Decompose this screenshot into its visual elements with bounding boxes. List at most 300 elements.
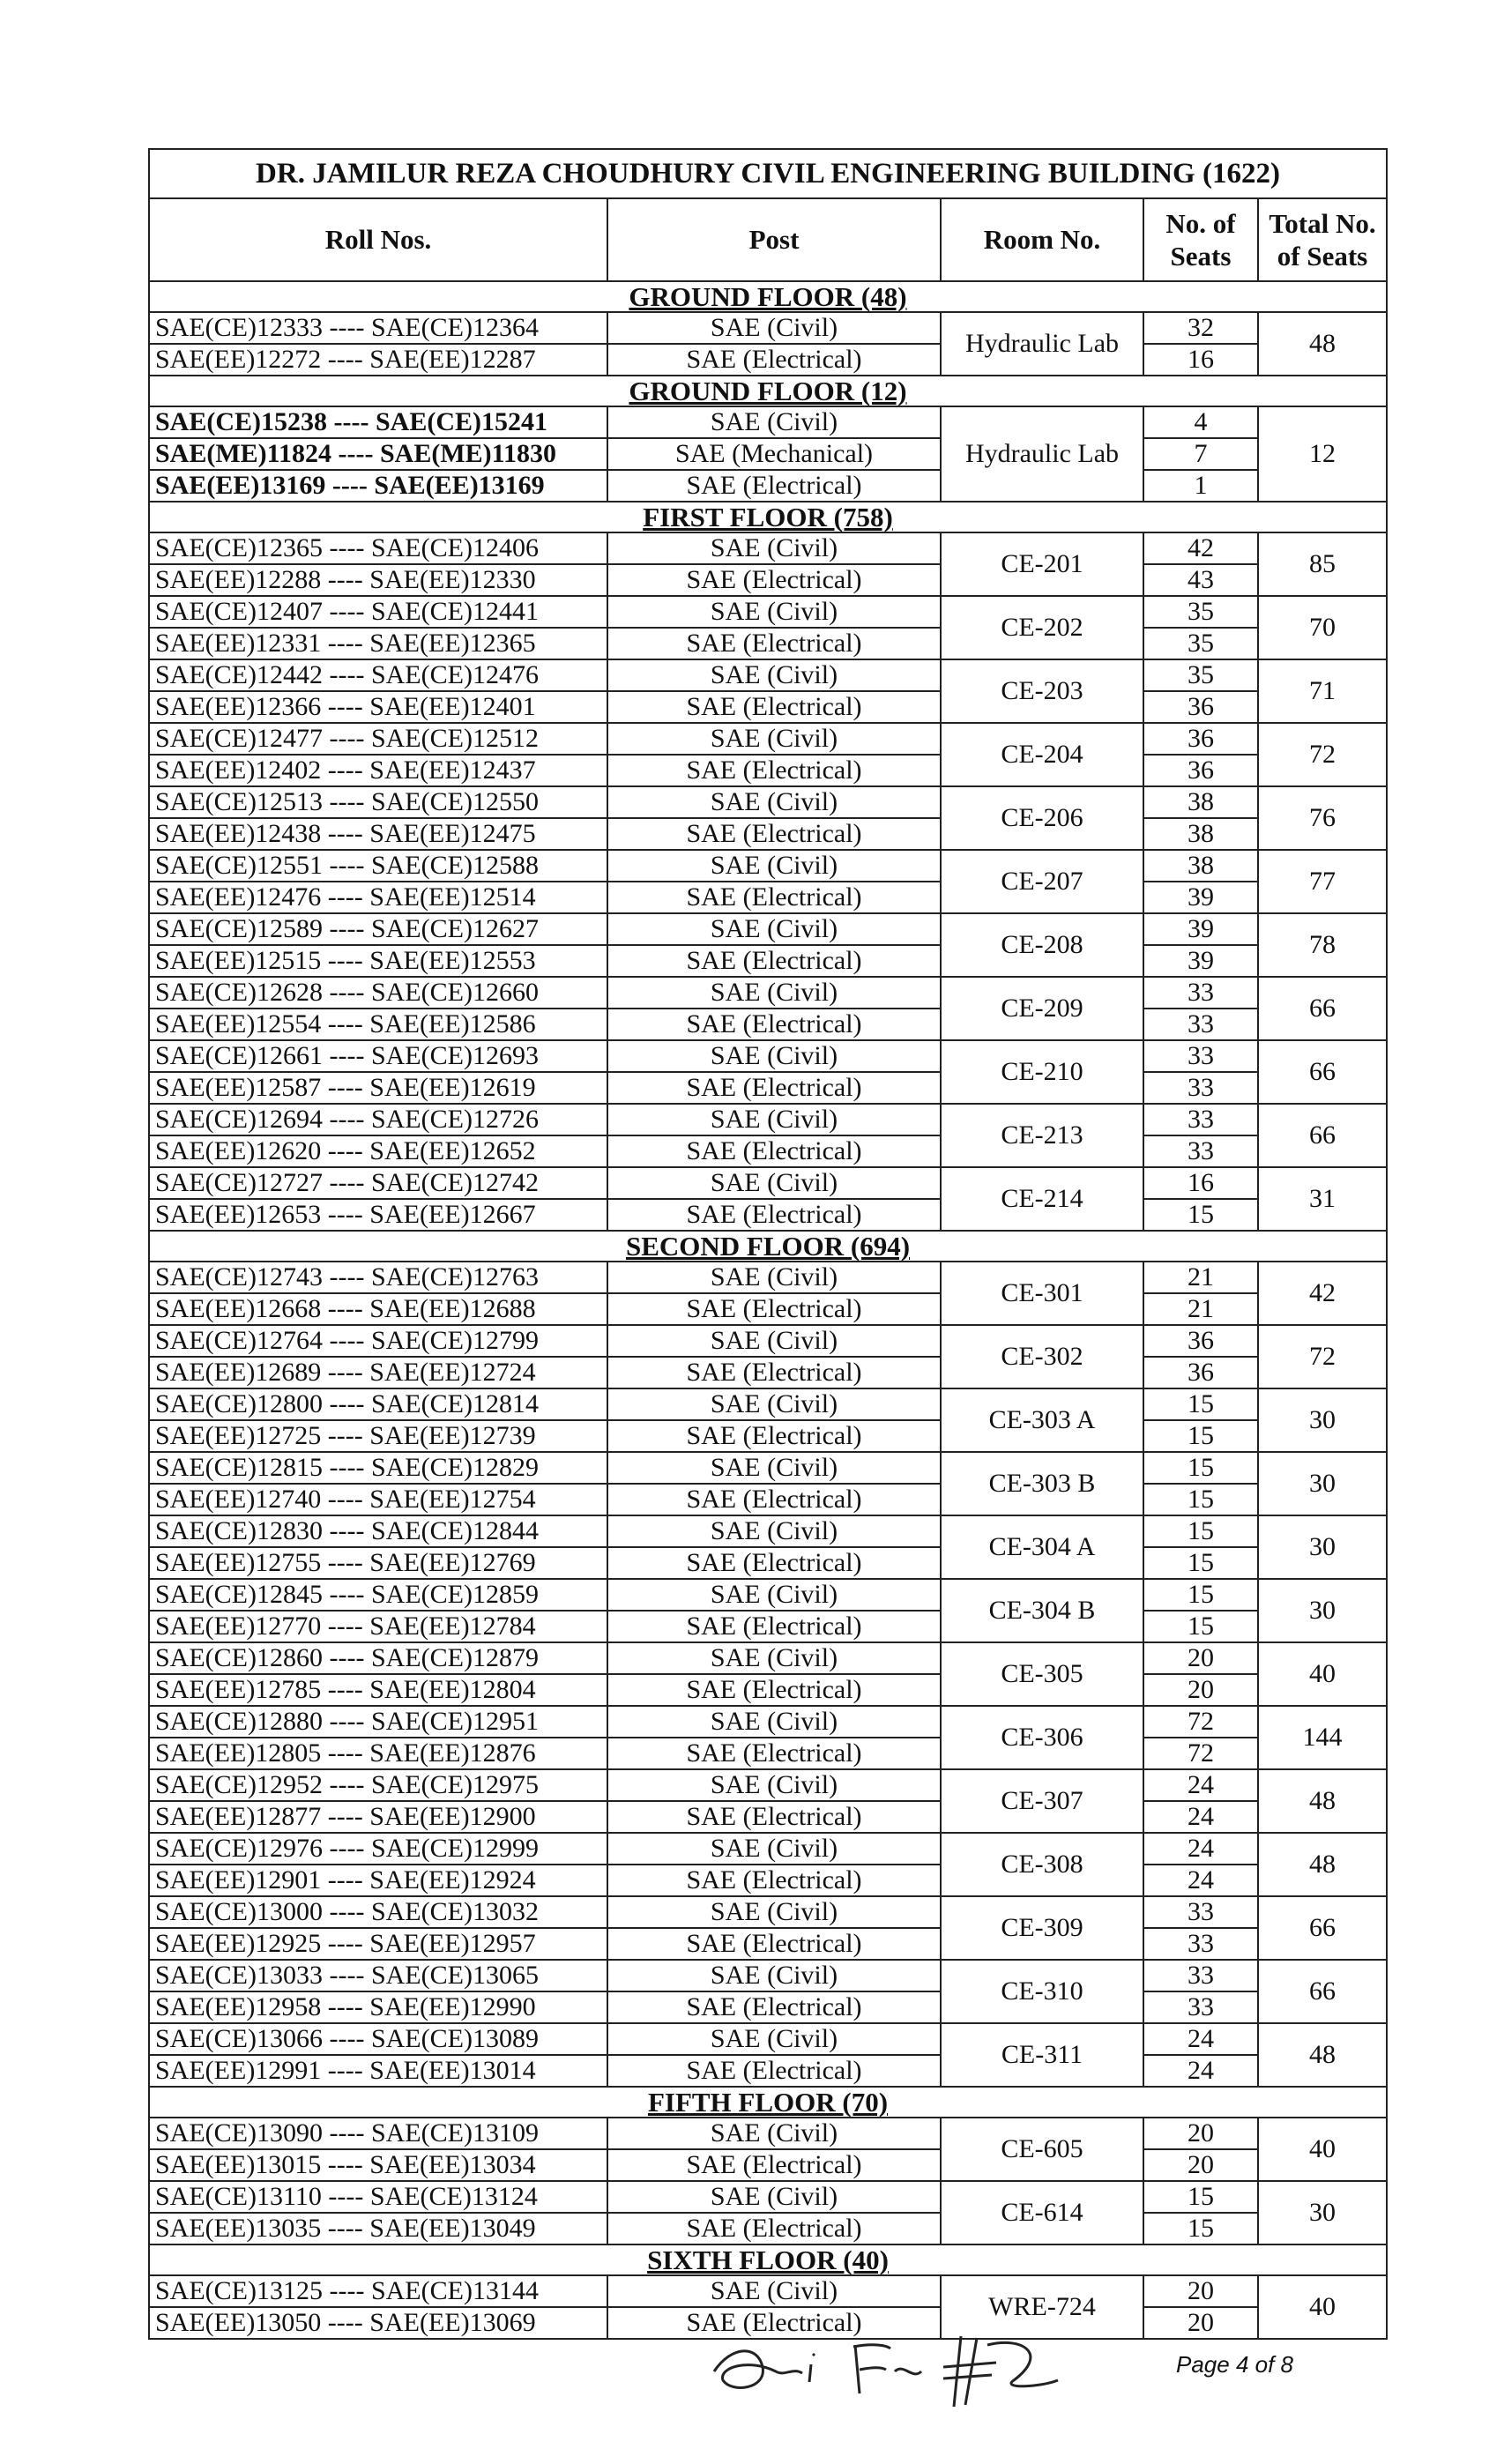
roll-range-cell: SAE(CE)13090 ---- SAE(CE)13109 <box>149 2118 607 2149</box>
table-row <box>149 1009 1387 1040</box>
seat-count-cell: 33 <box>1143 1991 1258 2023</box>
seat-plan-table <box>148 148 1388 2340</box>
roll-range-cell: SAE(CE)12880 ---- SAE(CE)12951 <box>149 1706 607 1738</box>
seat-count-cell: 33 <box>1143 1135 1258 1167</box>
post-cell: SAE (Electrical) <box>607 564 941 596</box>
total-seats-cell: 30 <box>1258 1515 1387 1579</box>
floor-label: SIXTH FLOOR (40) <box>149 2244 1387 2275</box>
seat-count-cell: 16 <box>1143 1167 1258 1199</box>
roll-range-cell: SAE(EE)12438 ---- SAE(EE)12475 <box>149 818 607 850</box>
post-cell: SAE (Civil) <box>607 1960 941 1991</box>
total-seats-cell: 42 <box>1258 1262 1387 1325</box>
seat-count-cell: 33 <box>1143 1104 1258 1135</box>
post-cell: SAE (Electrical) <box>607 470 941 502</box>
table-row <box>149 1040 1387 1072</box>
seat-count-cell: 33 <box>1143 1072 1258 1104</box>
post-cell: SAE (Electrical) <box>607 1991 941 2023</box>
table-row <box>149 2118 1387 2149</box>
seat-count-cell: 39 <box>1143 882 1258 913</box>
floor-section-row <box>149 502 1387 532</box>
room-cell: CE-308 <box>941 1833 1143 1896</box>
table-row <box>149 723 1387 755</box>
total-seats-cell: 71 <box>1258 659 1387 723</box>
seat-count-cell: 21 <box>1143 1262 1258 1293</box>
post-cell: SAE (Civil) <box>607 1167 941 1199</box>
total-seats-cell: 66 <box>1258 1104 1387 1167</box>
table-row <box>149 1991 1387 2023</box>
roll-range-cell: SAE(CE)13033 ---- SAE(CE)13065 <box>149 1960 607 1991</box>
seat-count-cell: 21 <box>1143 1293 1258 1325</box>
total-seats-cell: 40 <box>1258 2118 1387 2181</box>
roll-range-cell: SAE(EE)13169 ---- SAE(EE)13169 <box>149 470 607 502</box>
header-post: Post <box>607 198 941 281</box>
roll-range-cell: SAE(EE)12689 ---- SAE(EE)12724 <box>149 1357 607 1388</box>
seat-count-cell: 7 <box>1143 438 1258 470</box>
seat-count-cell: 20 <box>1143 2149 1258 2181</box>
post-cell: SAE (Civil) <box>607 659 941 691</box>
table-row <box>149 1515 1387 1547</box>
roll-range-cell: SAE(CE)12976 ---- SAE(CE)12999 <box>149 1833 607 1865</box>
floor-label: SECOND FLOOR (694) <box>149 1231 1387 1262</box>
table-row <box>149 1547 1387 1579</box>
room-cell: CE-304 B <box>941 1579 1143 1642</box>
post-cell: SAE (Civil) <box>607 1706 941 1738</box>
post-cell: SAE (Civil) <box>607 1642 941 1674</box>
room-cell: CE-310 <box>941 1960 1143 2023</box>
total-seats-cell: 12 <box>1258 406 1387 502</box>
seat-count-cell: 72 <box>1143 1738 1258 1769</box>
post-cell: SAE (Civil) <box>607 1579 941 1611</box>
post-cell: SAE (Civil) <box>607 977 941 1009</box>
roll-range-cell: SAE(CE)12764 ---- SAE(CE)12799 <box>149 1325 607 1357</box>
table-row <box>149 1865 1387 1896</box>
table-row <box>149 850 1387 882</box>
seat-count-cell: 24 <box>1143 1865 1258 1896</box>
seat-count-cell: 16 <box>1143 344 1258 376</box>
roll-range-cell: SAE(EE)13035 ---- SAE(EE)13049 <box>149 2213 607 2244</box>
table-row <box>149 470 1387 502</box>
seat-count-cell: 15 <box>1143 2181 1258 2213</box>
table-row <box>149 2275 1387 2307</box>
table-body <box>149 281 1387 2339</box>
table-row <box>149 913 1387 945</box>
seat-count-cell: 24 <box>1143 2023 1258 2055</box>
total-seats-cell: 48 <box>1258 1833 1387 1896</box>
roll-range-cell: SAE(CE)12952 ---- SAE(CE)12975 <box>149 1769 607 1801</box>
roll-range-cell: SAE(EE)12331 ---- SAE(EE)12365 <box>149 628 607 659</box>
table-row <box>149 786 1387 818</box>
table-row <box>149 882 1387 913</box>
roll-range-cell: SAE(CE)12845 ---- SAE(CE)12859 <box>149 1579 607 1611</box>
seat-count-cell: 38 <box>1143 850 1258 882</box>
post-cell: SAE (Electrical) <box>607 1484 941 1515</box>
table-row <box>149 2055 1387 2087</box>
table-row <box>149 1579 1387 1611</box>
post-cell: SAE (Civil) <box>607 2181 941 2213</box>
roll-range-cell: SAE(EE)12991 ---- SAE(EE)13014 <box>149 2055 607 2087</box>
post-cell: SAE (Electrical) <box>607 818 941 850</box>
header-roll-nos: Roll Nos. <box>149 198 607 281</box>
seat-count-cell: 39 <box>1143 913 1258 945</box>
seat-count-cell: 24 <box>1143 2055 1258 2087</box>
post-cell: SAE (Electrical) <box>607 344 941 376</box>
room-cell: CE-204 <box>941 723 1143 786</box>
post-cell: SAE (Mechanical) <box>607 438 941 470</box>
room-cell: CE-614 <box>941 2181 1143 2244</box>
table-row <box>149 564 1387 596</box>
table-row <box>149 1928 1387 1960</box>
floor-label: FIFTH FLOOR (70) <box>149 2087 1387 2118</box>
roll-range-cell: SAE(CE)12477 ---- SAE(CE)12512 <box>149 723 607 755</box>
floor-label: FIRST FLOOR (758) <box>149 502 1387 532</box>
table-row <box>149 1801 1387 1833</box>
post-cell: SAE (Electrical) <box>607 1865 941 1896</box>
floor-section-row <box>149 1231 1387 1262</box>
seat-count-cell: 33 <box>1143 1928 1258 1960</box>
room-cell: CE-301 <box>941 1262 1143 1325</box>
room-cell: CE-209 <box>941 977 1143 1040</box>
roll-range-cell: SAE(CE)12815 ---- SAE(CE)12829 <box>149 1452 607 1484</box>
roll-range-cell: SAE(EE)12925 ---- SAE(EE)12957 <box>149 1928 607 1960</box>
total-seats-cell: 72 <box>1258 723 1387 786</box>
seat-count-cell: 15 <box>1143 1579 1258 1611</box>
post-cell: SAE (Electrical) <box>607 1738 941 1769</box>
table-row <box>149 2023 1387 2055</box>
total-seats-cell: 40 <box>1258 2275 1387 2339</box>
post-cell: SAE (Civil) <box>607 1515 941 1547</box>
handwritten-signatures <box>696 2319 1137 2416</box>
seat-count-cell: 38 <box>1143 786 1258 818</box>
post-cell: SAE (Electrical) <box>607 2149 941 2181</box>
room-cell: CE-307 <box>941 1769 1143 1833</box>
post-cell: SAE (Electrical) <box>607 691 941 723</box>
post-cell: SAE (Electrical) <box>607 1009 941 1040</box>
roll-range-cell: SAE(EE)12272 ---- SAE(EE)12287 <box>149 344 607 376</box>
header-no-of-seats: No. of Seats <box>1143 198 1258 281</box>
post-cell: SAE (Civil) <box>607 1769 941 1801</box>
table-row <box>149 2181 1387 2213</box>
seat-count-cell: 35 <box>1143 659 1258 691</box>
seat-count-cell: 36 <box>1143 1357 1258 1388</box>
roll-range-cell: SAE(EE)12770 ---- SAE(EE)12784 <box>149 1611 607 1642</box>
roll-range-cell: SAE(CE)12727 ---- SAE(CE)12742 <box>149 1167 607 1199</box>
table-row <box>149 1420 1387 1452</box>
roll-range-cell: SAE(CE)12830 ---- SAE(CE)12844 <box>149 1515 607 1547</box>
roll-range-cell: SAE(EE)12785 ---- SAE(EE)12804 <box>149 1674 607 1706</box>
roll-range-cell: SAE(EE)12288 ---- SAE(EE)12330 <box>149 564 607 596</box>
post-cell: SAE (Civil) <box>607 2023 941 2055</box>
total-seats-cell: 31 <box>1258 1167 1387 1231</box>
roll-range-cell: SAE(EE)12366 ---- SAE(EE)12401 <box>149 691 607 723</box>
seat-count-cell: 15 <box>1143 1484 1258 1515</box>
seat-count-cell: 24 <box>1143 1801 1258 1833</box>
table-row <box>149 1833 1387 1865</box>
roll-range-cell: SAE(CE)12743 ---- SAE(CE)12763 <box>149 1262 607 1293</box>
building-title: DR. JAMILUR REZA CHOUDHURY CIVIL ENGINEERING BUILDING (1622) <box>149 149 1387 198</box>
roll-range-cell: SAE(EE)12805 ---- SAE(EE)12876 <box>149 1738 607 1769</box>
header-room-no: Room No. <box>941 198 1143 281</box>
floor-label: GROUND FLOOR (48) <box>149 281 1387 312</box>
roll-range-cell: SAE(EE)12402 ---- SAE(EE)12437 <box>149 755 607 786</box>
table-row <box>149 2149 1387 2181</box>
table-row <box>149 977 1387 1009</box>
room-cell: WRE-724 <box>941 2275 1143 2339</box>
seat-plan-sheet <box>148 148 1386 2340</box>
roll-range-cell: SAE(CE)13125 ---- SAE(CE)13144 <box>149 2275 607 2307</box>
total-seats-cell: 66 <box>1258 1040 1387 1104</box>
table-row <box>149 818 1387 850</box>
seat-count-cell: 24 <box>1143 1769 1258 1801</box>
room-cell: CE-303 B <box>941 1452 1143 1515</box>
roll-range-cell: SAE(EE)12877 ---- SAE(EE)12900 <box>149 1801 607 1833</box>
post-cell: SAE (Electrical) <box>607 2307 941 2339</box>
seat-count-cell: 1 <box>1143 470 1258 502</box>
total-seats-cell: 66 <box>1258 1896 1387 1960</box>
seat-count-cell: 36 <box>1143 755 1258 786</box>
floor-label: GROUND FLOOR (12) <box>149 376 1387 406</box>
post-cell: SAE (Electrical) <box>607 1135 941 1167</box>
post-cell: SAE (Electrical) <box>607 1072 941 1104</box>
table-row <box>149 1072 1387 1104</box>
roll-range-cell: SAE(CE)12365 ---- SAE(CE)12406 <box>149 532 607 564</box>
post-cell: SAE (Electrical) <box>607 2213 941 2244</box>
total-seats-cell: 77 <box>1258 850 1387 913</box>
total-seats-cell: 72 <box>1258 1325 1387 1388</box>
table-row <box>149 945 1387 977</box>
table-row <box>149 1104 1387 1135</box>
table-row <box>149 1167 1387 1199</box>
roll-range-cell: SAE(EE)12740 ---- SAE(EE)12754 <box>149 1484 607 1515</box>
room-cell: CE-203 <box>941 659 1143 723</box>
room-cell: CE-302 <box>941 1325 1143 1388</box>
post-cell: SAE (Civil) <box>607 786 941 818</box>
table-row <box>149 1960 1387 1991</box>
table-row <box>149 659 1387 691</box>
room-cell: CE-303 A <box>941 1388 1143 1452</box>
post-cell: SAE (Civil) <box>607 2118 941 2149</box>
seat-count-cell: 42 <box>1143 532 1258 564</box>
post-cell: SAE (Civil) <box>607 1388 941 1420</box>
post-cell: SAE (Civil) <box>607 1262 941 1293</box>
post-cell: SAE (Civil) <box>607 1833 941 1865</box>
table-row <box>149 755 1387 786</box>
roll-range-cell: SAE(CE)12694 ---- SAE(CE)12726 <box>149 1104 607 1135</box>
table-row <box>149 1484 1387 1515</box>
table-row <box>149 2213 1387 2244</box>
table-row <box>149 1642 1387 1674</box>
room-cell: CE-304 A <box>941 1515 1143 1579</box>
roll-range-cell: SAE(EE)12515 ---- SAE(EE)12553 <box>149 945 607 977</box>
roll-range-cell: SAE(CE)12333 ---- SAE(CE)12364 <box>149 312 607 344</box>
room-cell: CE-208 <box>941 913 1143 977</box>
post-cell: SAE (Electrical) <box>607 2055 941 2087</box>
room-cell: CE-202 <box>941 596 1143 659</box>
table-row <box>149 628 1387 659</box>
room-cell: CE-214 <box>941 1167 1143 1231</box>
table-row <box>149 1325 1387 1357</box>
room-cell: CE-201 <box>941 532 1143 596</box>
post-cell: SAE (Electrical) <box>607 628 941 659</box>
floor-section-row <box>149 2087 1387 2118</box>
roll-range-cell: SAE(CE)12860 ---- SAE(CE)12879 <box>149 1642 607 1674</box>
seat-count-cell: 35 <box>1143 596 1258 628</box>
table-row <box>149 1896 1387 1928</box>
post-cell: SAE (Electrical) <box>607 945 941 977</box>
post-cell: SAE (Electrical) <box>607 1199 941 1231</box>
room-cell: CE-207 <box>941 850 1143 913</box>
seat-count-cell: 15 <box>1143 1452 1258 1484</box>
table-row <box>149 1769 1387 1801</box>
seat-count-cell: 33 <box>1143 1896 1258 1928</box>
total-seats-cell: 66 <box>1258 1960 1387 2023</box>
post-cell: SAE (Electrical) <box>607 1547 941 1579</box>
seat-count-cell: 20 <box>1143 2118 1258 2149</box>
seat-count-cell: 20 <box>1143 2307 1258 2339</box>
post-cell: SAE (Civil) <box>607 1104 941 1135</box>
post-cell: SAE (Electrical) <box>607 1801 941 1833</box>
total-seats-cell: 48 <box>1258 312 1387 376</box>
roll-range-cell: SAE(EE)12668 ---- SAE(EE)12688 <box>149 1293 607 1325</box>
seat-count-cell: 15 <box>1143 1515 1258 1547</box>
roll-range-cell: SAE(EE)12653 ---- SAE(EE)12667 <box>149 1199 607 1231</box>
room-cell: CE-311 <box>941 2023 1143 2087</box>
total-seats-cell: 85 <box>1258 532 1387 596</box>
seat-count-cell: 33 <box>1143 977 1258 1009</box>
roll-range-cell: SAE(CE)12551 ---- SAE(CE)12588 <box>149 850 607 882</box>
roll-range-cell: SAE(EE)12958 ---- SAE(EE)12990 <box>149 1991 607 2023</box>
post-cell: SAE (Civil) <box>607 312 941 344</box>
roll-range-cell: SAE(CE)12800 ---- SAE(CE)12814 <box>149 1388 607 1420</box>
total-seats-cell: 78 <box>1258 913 1387 977</box>
table-row <box>149 1357 1387 1388</box>
roll-range-cell: SAE(EE)12755 ---- SAE(EE)12769 <box>149 1547 607 1579</box>
table-row <box>149 312 1387 344</box>
table-row <box>149 691 1387 723</box>
post-cell: SAE (Civil) <box>607 913 941 945</box>
post-cell: SAE (Civil) <box>607 2275 941 2307</box>
floor-section-row <box>149 376 1387 406</box>
post-cell: SAE (Electrical) <box>607 1357 941 1388</box>
seat-count-cell: 36 <box>1143 1325 1258 1357</box>
roll-range-cell: SAE(EE)13015 ---- SAE(EE)13034 <box>149 2149 607 2181</box>
total-seats-cell: 76 <box>1258 786 1387 850</box>
total-seats-cell: 70 <box>1258 596 1387 659</box>
seat-count-cell: 33 <box>1143 1009 1258 1040</box>
room-cell: Hydraulic Lab <box>941 406 1143 502</box>
seat-count-cell: 15 <box>1143 1420 1258 1452</box>
table-row <box>149 1293 1387 1325</box>
roll-range-cell: SAE(EE)12587 ---- SAE(EE)12619 <box>149 1072 607 1104</box>
post-cell: SAE (Electrical) <box>607 755 941 786</box>
post-cell: SAE (Civil) <box>607 596 941 628</box>
seat-count-cell: 36 <box>1143 723 1258 755</box>
roll-range-cell: SAE(EE)12554 ---- SAE(EE)12586 <box>149 1009 607 1040</box>
room-cell: Hydraulic Lab <box>941 312 1143 376</box>
seat-count-cell: 20 <box>1143 1674 1258 1706</box>
room-cell: CE-306 <box>941 1706 1143 1769</box>
seat-count-cell: 38 <box>1143 818 1258 850</box>
seat-count-cell: 33 <box>1143 1040 1258 1072</box>
roll-range-cell: SAE(CE)13066 ---- SAE(CE)13089 <box>149 2023 607 2055</box>
seat-count-cell: 32 <box>1143 312 1258 344</box>
table-row <box>149 1706 1387 1738</box>
roll-range-cell: SAE(CE)12661 ---- SAE(CE)12693 <box>149 1040 607 1072</box>
post-cell: SAE (Electrical) <box>607 882 941 913</box>
seat-count-cell: 39 <box>1143 945 1258 977</box>
post-cell: SAE (Civil) <box>607 723 941 755</box>
room-cell: CE-210 <box>941 1040 1143 1104</box>
seat-count-cell: 4 <box>1143 406 1258 438</box>
seat-count-cell: 72 <box>1143 1706 1258 1738</box>
seat-count-cell: 15 <box>1143 1388 1258 1420</box>
table-row <box>149 1674 1387 1706</box>
room-cell: CE-206 <box>941 786 1143 850</box>
total-seats-cell: 30 <box>1258 1388 1387 1452</box>
post-cell: SAE (Civil) <box>607 1896 941 1928</box>
seat-count-cell: 15 <box>1143 1611 1258 1642</box>
room-cell: CE-605 <box>941 2118 1143 2181</box>
post-cell: SAE (Electrical) <box>607 1611 941 1642</box>
seat-count-cell: 20 <box>1143 1642 1258 1674</box>
table-row <box>149 1611 1387 1642</box>
room-cell: CE-213 <box>941 1104 1143 1167</box>
roll-range-cell: SAE(CE)12589 ---- SAE(CE)12627 <box>149 913 607 945</box>
post-cell: SAE (Civil) <box>607 406 941 438</box>
post-cell: SAE (Electrical) <box>607 1928 941 1960</box>
total-seats-cell: 30 <box>1258 1452 1387 1515</box>
total-seats-cell: 144 <box>1258 1706 1387 1769</box>
roll-range-cell: SAE(CE)13110 ---- SAE(CE)13124 <box>149 2181 607 2213</box>
seat-count-cell: 15 <box>1143 2213 1258 2244</box>
total-seats-cell: 40 <box>1258 1642 1387 1706</box>
post-cell: SAE (Civil) <box>607 850 941 882</box>
table-row <box>149 1262 1387 1293</box>
table-row <box>149 1388 1387 1420</box>
post-cell: SAE (Civil) <box>607 1325 941 1357</box>
seat-count-cell: 43 <box>1143 564 1258 596</box>
post-cell: SAE (Civil) <box>607 1452 941 1484</box>
table-row <box>149 1199 1387 1231</box>
post-cell: SAE (Civil) <box>607 532 941 564</box>
total-seats-cell: 30 <box>1258 2181 1387 2244</box>
room-cell: CE-305 <box>941 1642 1143 1706</box>
table-row <box>149 1135 1387 1167</box>
roll-range-cell: SAE(ME)11824 ---- SAE(ME)11830 <box>149 438 607 470</box>
roll-range-cell: SAE(CE)12513 ---- SAE(CE)12550 <box>149 786 607 818</box>
roll-range-cell: SAE(CE)12407 ---- SAE(CE)12441 <box>149 596 607 628</box>
seat-count-cell: 36 <box>1143 691 1258 723</box>
seat-count-cell: 20 <box>1143 2275 1258 2307</box>
room-cell: CE-309 <box>941 1896 1143 1960</box>
post-cell: SAE (Electrical) <box>607 1293 941 1325</box>
floor-section-row <box>149 2244 1387 2275</box>
seat-count-cell: 15 <box>1143 1547 1258 1579</box>
total-seats-cell: 48 <box>1258 2023 1387 2087</box>
roll-range-cell: SAE(CE)12442 ---- SAE(CE)12476 <box>149 659 607 691</box>
header-total-seats: Total No. of Seats <box>1258 198 1387 281</box>
total-seats-cell: 48 <box>1258 1769 1387 1833</box>
table-row <box>149 406 1387 438</box>
roll-range-cell: SAE(EE)12620 ---- SAE(EE)12652 <box>149 1135 607 1167</box>
seat-count-cell: 24 <box>1143 1833 1258 1865</box>
post-cell: SAE (Electrical) <box>607 1674 941 1706</box>
floor-section-row <box>149 281 1387 312</box>
table-row <box>149 438 1387 470</box>
table-row <box>149 1738 1387 1769</box>
roll-range-cell: SAE(CE)13000 ---- SAE(CE)13032 <box>149 1896 607 1928</box>
table-row <box>149 596 1387 628</box>
total-seats-cell: 66 <box>1258 977 1387 1040</box>
